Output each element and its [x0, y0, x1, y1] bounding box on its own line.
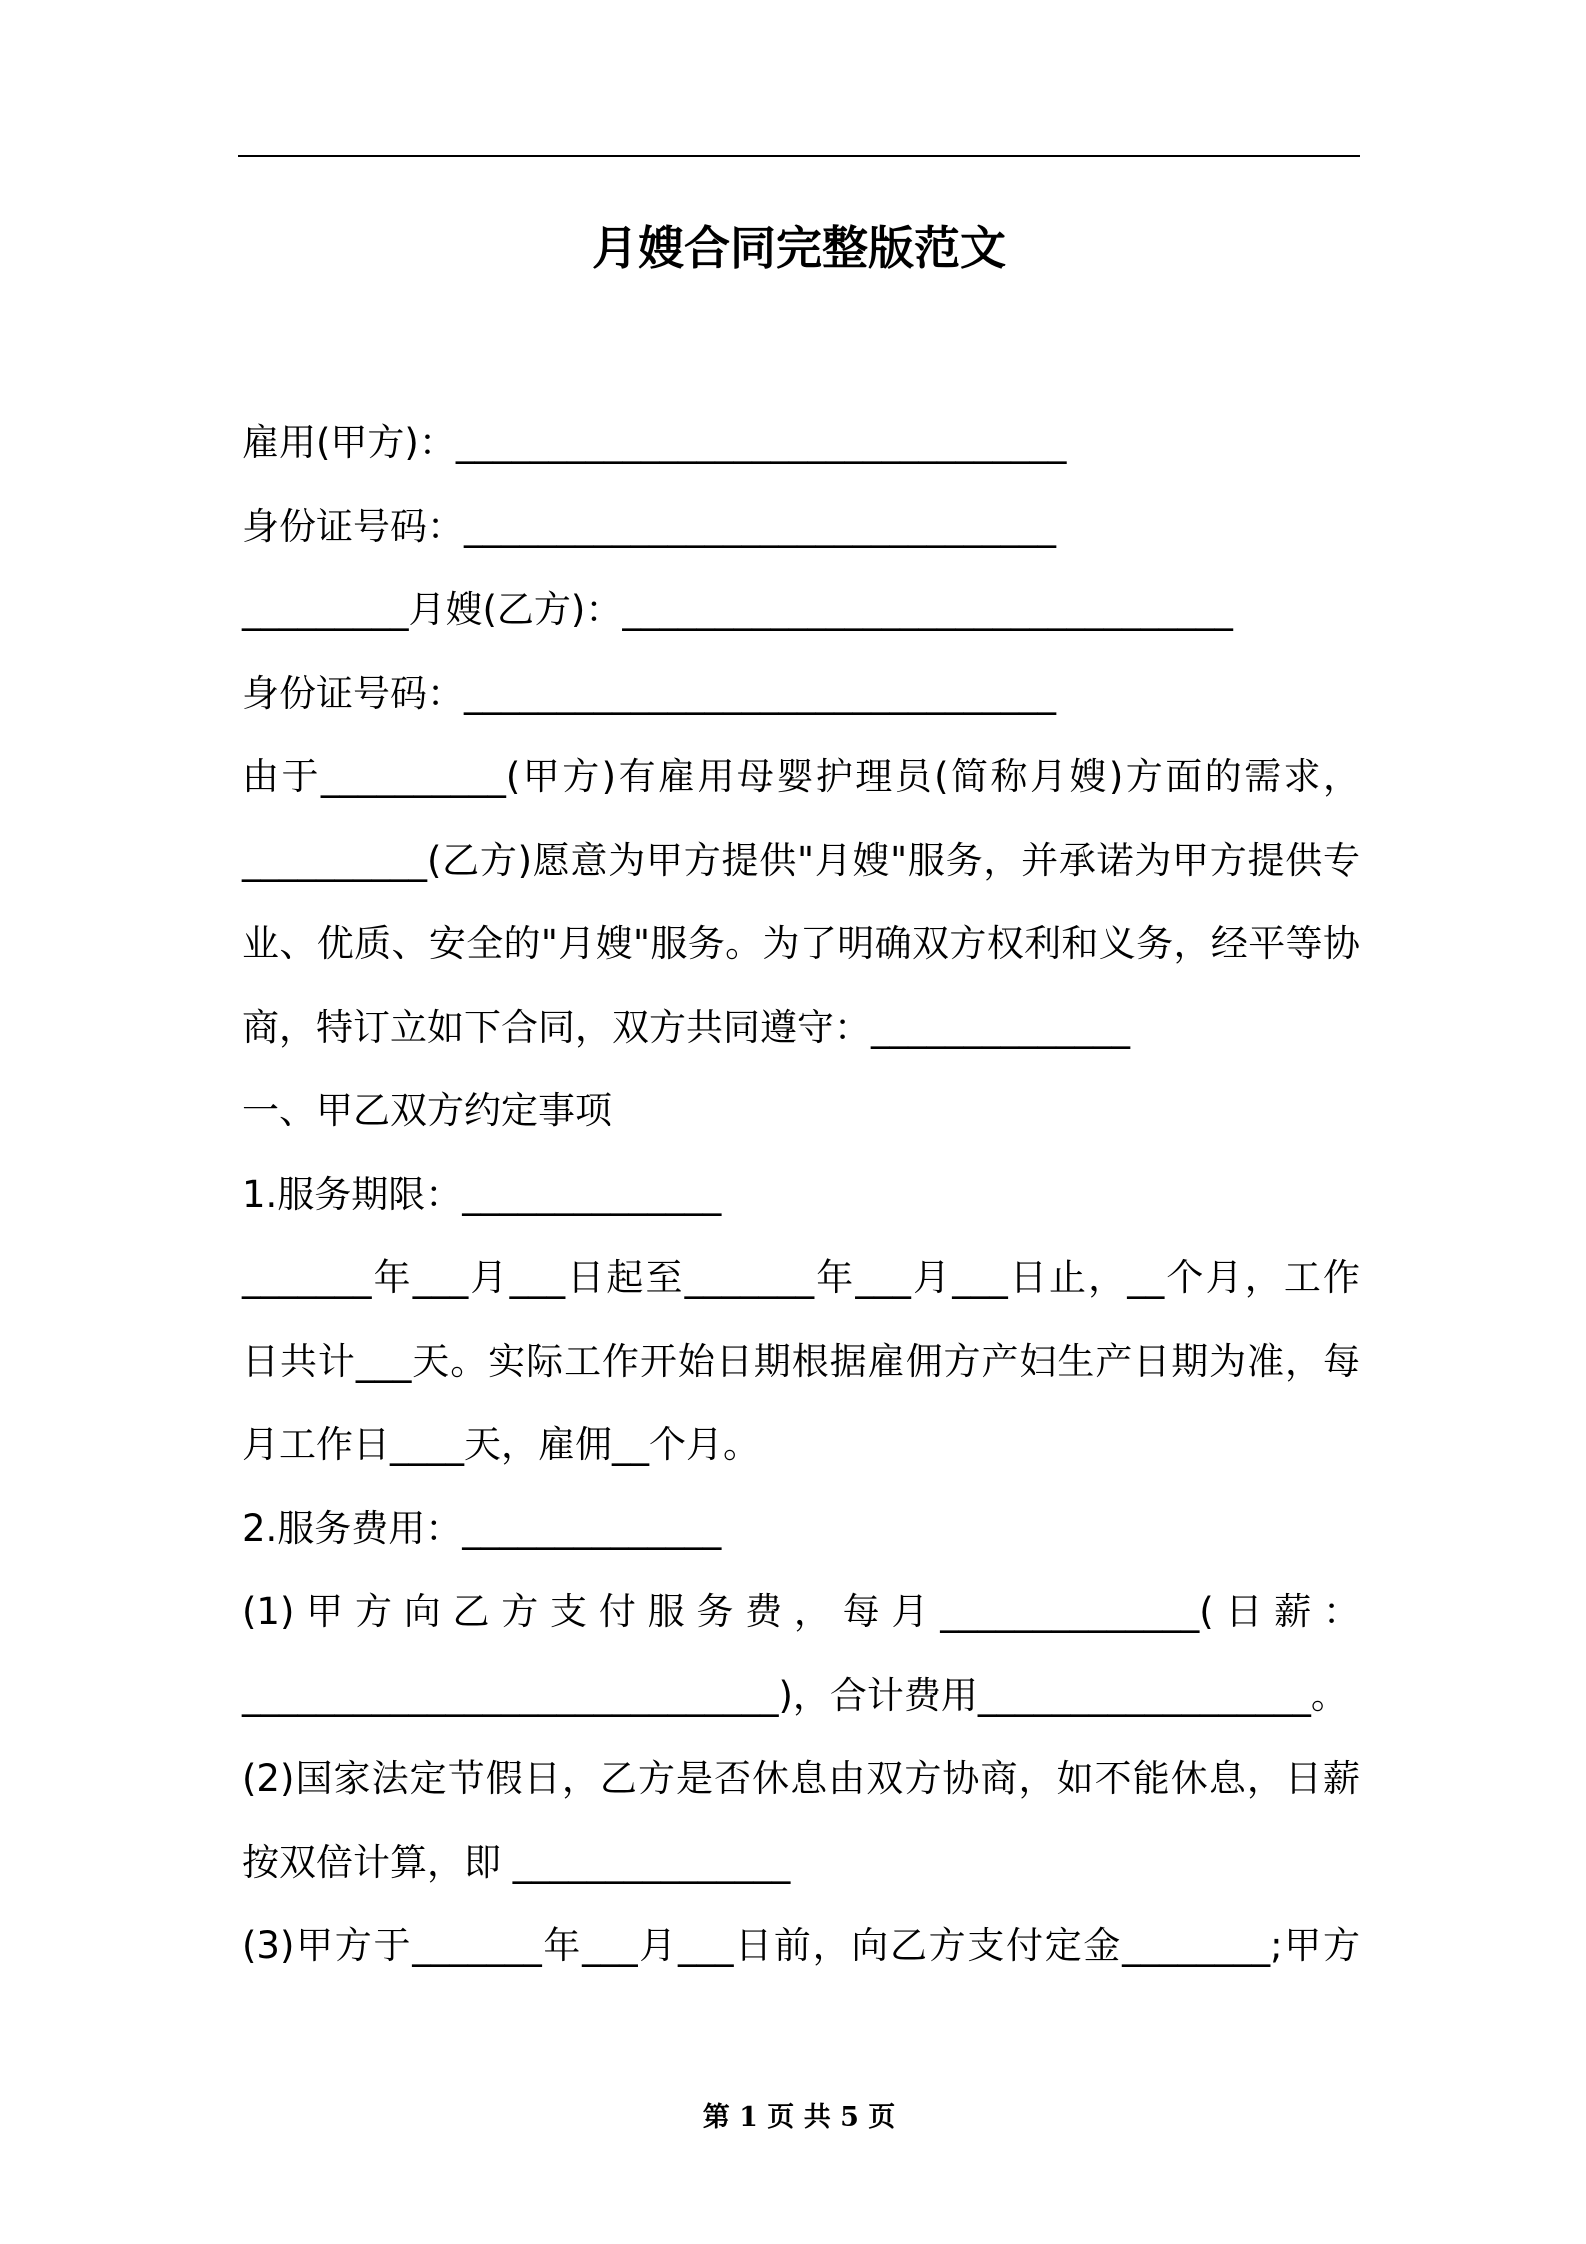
service-term-label: 1.服务期限：______________: [242, 1172, 722, 1216]
service-fee-label: 2.服务费用：______________: [242, 1506, 722, 1550]
fee-clause-2-line-1: (2)国家法定节假日，乙方是否休息由双方协商，如不能休息，日薪: [242, 1757, 1360, 1800]
service-term-dates-line: _______年___月___日起至_______年___月___日止，__个月，工作: [242, 1256, 1360, 1299]
fee-clause-2-line-2: 按双倍计算，即 _______________: [242, 1840, 791, 1884]
preamble-line-2: __________(乙方)愿意为甲方提供"月嫂"服务，并承诺为甲方提供专: [242, 838, 1360, 882]
employer-party-line: 雇用(甲方)：_________________________________: [242, 421, 1067, 464]
nanny-id-number-line: 身份证号码：________________________________: [242, 671, 1056, 715]
preamble-line-1: 由于__________(甲方)有雇用母婴护理员(简称月嫂)方面的需求，: [242, 755, 1360, 798]
fee-clause-3-line-1: (3)甲方于_______年___月___日前，向乙方支付定金________;甲方: [242, 1924, 1360, 1967]
header-rule: [238, 155, 1360, 157]
service-term-line-3: 月工作日____天，雇佣__个月。: [242, 1423, 760, 1466]
contract-body: [242, 401, 1360, 1988]
section-1-heading: 一、甲乙双方约定事项: [242, 1089, 612, 1132]
preamble-line-3: 业、优质、安全的"月嫂"服务。为了明确双方权利和义务，经平等协: [242, 922, 1360, 965]
document-title: 月嫂合同完整版范文: [592, 221, 1006, 275]
service-term-line-2: 日共计___天。实际工作开始日期根据雇佣方产妇生产日期为准，每: [242, 1339, 1360, 1383]
preamble-line-4: 商，特订立如下合同，双方共同遵守：______________: [242, 1005, 1130, 1049]
page-footer: 第 1 页 共 5 页: [702, 2102, 896, 2133]
fee-clause-1-line-2: _____________________________)，合计费用__________________。: [242, 1673, 1348, 1717]
fee-clause-1-line-1: (1)甲方向乙方支付服务费，每月______________(日薪：: [242, 1590, 1360, 1633]
employer-id-number-line: 身份证号码：________________________________: [242, 504, 1056, 548]
nanny-party-line: _________月嫂(乙方)：_________________________________: [242, 588, 1233, 631]
